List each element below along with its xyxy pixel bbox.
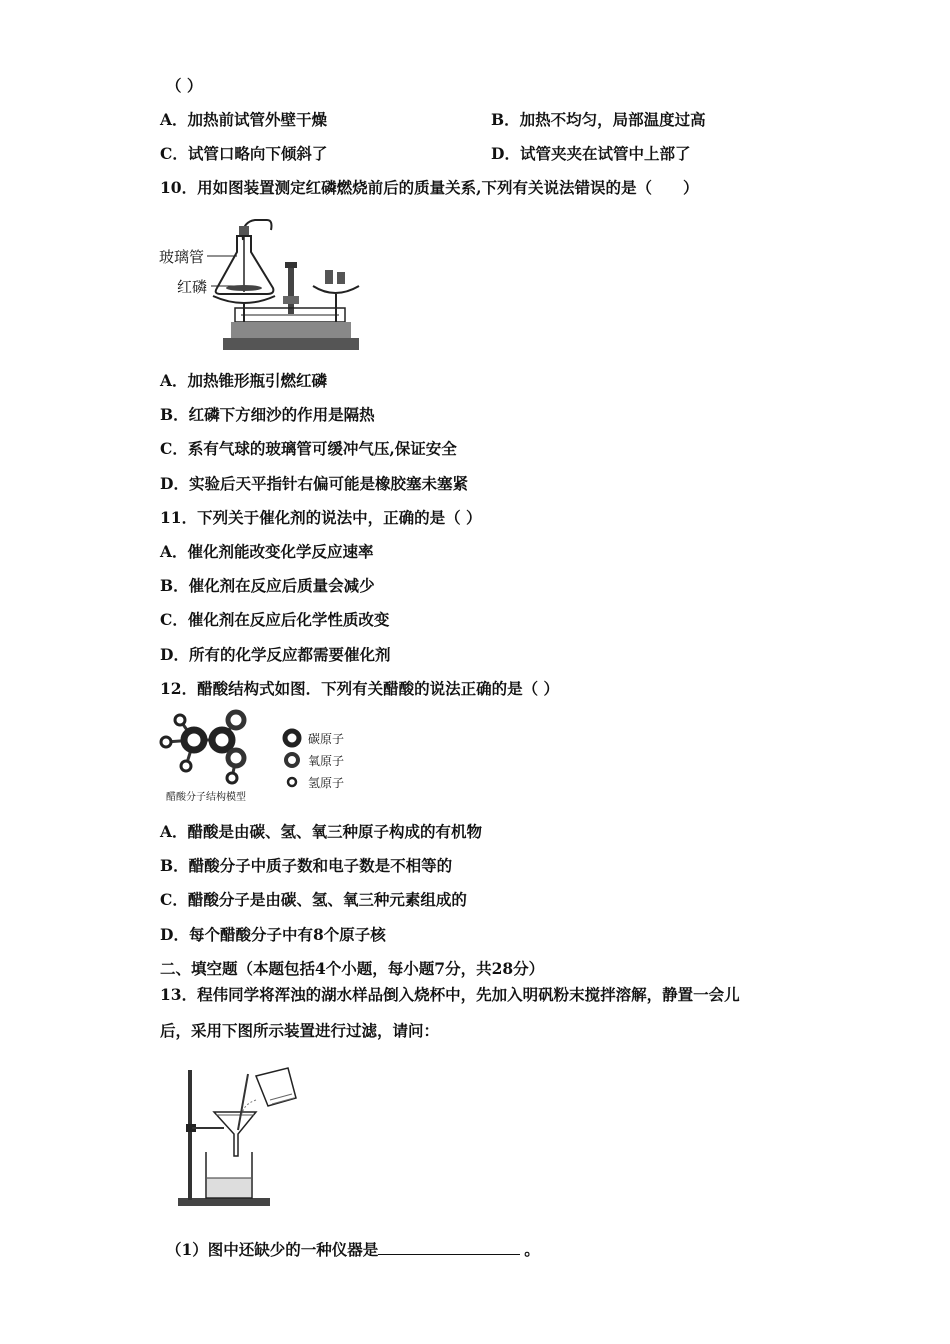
- q9-option-b: B．加热不均匀，局部温度过高: [491, 110, 706, 129]
- q11-stem: 11．下列关于催化剂的说法中，正确的是（ ）: [160, 508, 482, 527]
- q13-sub1-suffix: 。: [524, 1240, 540, 1259]
- q9-stem-tail: （ ）: [166, 76, 203, 95]
- q11-option-a: A．催化剂能改变化学反应速率: [160, 542, 374, 561]
- q13-stem-line1: 13．程伟同学将浑浊的湖水样品倒入烧杯中，先加入明矾粉末搅拌溶解，静置一会儿: [160, 985, 740, 1004]
- q12-option-d: D．每个醋酸分子中有8个原子核: [160, 925, 386, 944]
- fig-label-tube: 玻璃管: [159, 248, 205, 266]
- q11-option-b: B．催化剂在反应后质量会减少: [160, 576, 375, 595]
- q13-sub1: [166, 1238, 540, 1260]
- answer-blank[interactable]: [378, 1238, 520, 1255]
- q12-stem: 12．醋酸结构式如图．下列有关醋酸的说法正确的是（ ）: [160, 679, 559, 698]
- q9-option-d: D．试管夹夹在试管中上部了: [491, 144, 691, 163]
- model-caption: 醋酸分子结构模型: [166, 792, 246, 803]
- q12-option-c: C．醋酸分子是由碳、氢、氧三种元素组成的: [160, 890, 467, 909]
- section-title: 二、填空题（本题包括4个小题，每小题7分，共28分）: [160, 959, 545, 978]
- q9-option-a: A．加热前试管外壁干燥: [160, 110, 328, 129]
- legend-hydrogen: 氢原子: [308, 776, 345, 790]
- q13-sub1-prefix: （1）图中还缺少的一种仪器是: [166, 1240, 379, 1259]
- q11-option-c: C．催化剂在反应后化学性质改变: [160, 610, 390, 629]
- legend-carbon: 碳原子: [308, 732, 345, 746]
- q11-option-d: D．所有的化学反应都需要催化剂: [160, 645, 391, 664]
- q10-stem: 10．用如图装置测定红磷燃烧前后的质量关系,下列有关说法错误的是（ ）: [160, 178, 699, 197]
- q13-stem-line2: 后，采用下图所示装置进行过滤，请问：: [160, 1021, 440, 1040]
- filtration-apparatus-figure: [172, 1060, 302, 1210]
- q10-option-c: C．系有气球的玻璃管可缓冲气压,保证安全: [160, 439, 457, 458]
- fig-label-p: 红磷: [177, 278, 208, 296]
- q12-option-b: B．醋酸分子中质子数和电子数是不相等的: [160, 856, 453, 875]
- legend-oxygen: 氧原子: [308, 754, 345, 768]
- q9-option-c: C．试管口略向下倾斜了: [160, 144, 328, 163]
- acetic-acid-model-figure: [158, 708, 368, 808]
- q10-option-d: D．实验后天平指针右偏可能是橡胶塞未塞紧: [160, 474, 468, 493]
- q10-option-a: A．加热锥形瓶引燃红磷: [160, 371, 328, 390]
- balance-apparatus-figure: [155, 212, 365, 354]
- q10-option-b: B．红磷下方细沙的作用是隔热: [160, 405, 375, 424]
- q12-option-a: A．醋酸是由碳、氢、氧三种原子构成的有机物: [160, 822, 483, 841]
